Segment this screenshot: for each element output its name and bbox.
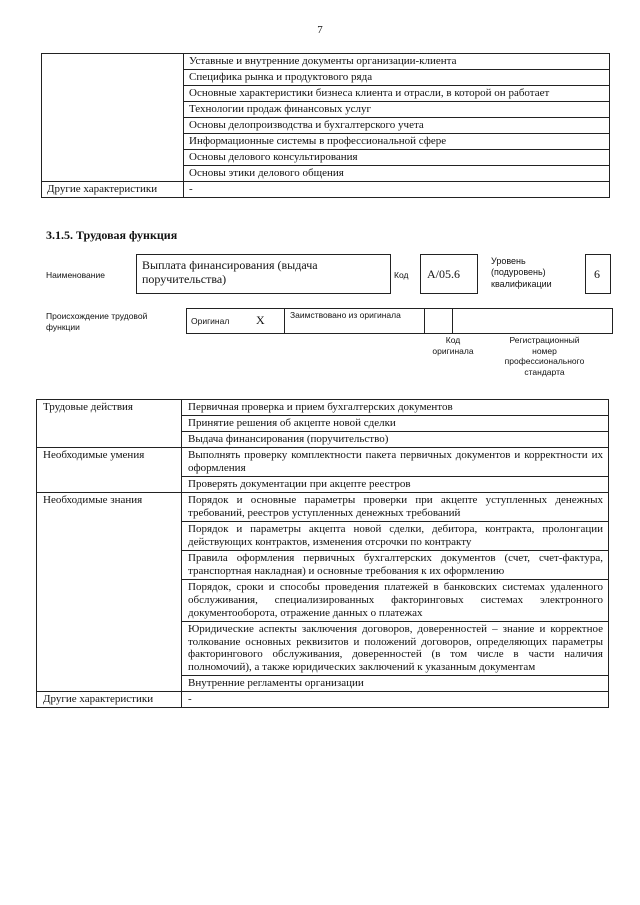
level-label: Уровень (подуровень) квалификации [491, 256, 552, 289]
table-row [37, 492, 609, 521]
knowledge-item: Специфика рынка и продуктового ряда [184, 69, 610, 85]
name-label: Наименование [46, 270, 105, 280]
qualification-level: 6 [594, 267, 600, 281]
divider [452, 308, 453, 333]
table-row [37, 692, 609, 708]
top-knowledge-table [41, 53, 610, 198]
function-name: Выплата финансирования (выдача поручительства) [142, 258, 318, 287]
knowledge-item: Порядок и параметры акцепта новой сделки, дебитора, контракта, пролонгации действующих контрактов, изменения отсрочки по контракту [182, 521, 609, 550]
code-label: Код [394, 270, 409, 280]
action-item: Первичная проверка и прием бухгалтерских документов [182, 400, 609, 416]
divider [424, 308, 425, 333]
action-item: Выдача финансирования (поручительство) [182, 431, 609, 447]
function-code: A/05.6 [427, 267, 460, 281]
knowledge-item: Порядок и основные параметры проверки при акцепте уступленных денежных требований, реестров уступленных денежных требований [182, 492, 609, 521]
knowledge-item: Порядок, сроки и способы проведения платежей в банковских системах удаленного обслуживания, специализированных факторинговых системах электронного документооборота, отражение данных о платежах [182, 579, 609, 621]
actions-label: Трудовые действия [37, 400, 182, 448]
knowledge-item: Основы этики делового общения [184, 165, 610, 181]
table-row [42, 54, 610, 70]
knowledge-item: Уставные и внутренние документы организации-клиента [184, 54, 610, 70]
name-value-box [136, 254, 391, 294]
other-characteristics-label: Другие характеристики [42, 181, 184, 197]
skill-item: Проверять документации при акцепте реестров [182, 476, 609, 492]
empty-label-cell [42, 54, 184, 182]
knowledge-item: Юридические аспекты заключения договоров, доверенностей – знание и корректное толкование основных реквизитов и положений договоров, определяющих параметры факторингового обслуживания, доверенностей (в том числе в части наличия полномочий), а также юридических заключений к указанным документам [182, 621, 609, 676]
divider [284, 308, 285, 333]
page-number: 7 [317, 24, 323, 36]
knowledge-label: Необходимые знания [37, 492, 182, 692]
borrowed-label: Заимствовано из оригинала [290, 310, 401, 320]
table-row [37, 447, 609, 476]
knowledge-item: Основы делопроизводства и бухгалтерского учета [184, 117, 610, 133]
code-value-box [420, 254, 478, 294]
knowledge-item: Внутренние регламенты организации [182, 676, 609, 692]
origin-label: Происхождение трудовой функции [46, 311, 148, 332]
section-heading: 3.1.5. Трудовая функция [46, 228, 178, 242]
labor-function-table [36, 399, 609, 708]
other-characteristics-value: - [182, 692, 609, 708]
knowledge-item: Информационные системы в профессиональной сфере [184, 133, 610, 149]
reg-number-caption: Регистрационный номер профессионального стандарта [504, 335, 585, 377]
other-characteristics-label: Другие характеристики [37, 692, 182, 708]
skills-label: Необходимые умения [37, 447, 182, 492]
other-characteristics-value: - [184, 181, 610, 197]
original-label: Оригинал [191, 316, 230, 326]
knowledge-item: Основные характеристики бизнеса клиента и отрасли, в которой он работает [184, 85, 610, 101]
level-value-box [585, 254, 611, 294]
skill-item: Выполнять проверку комплектности пакета первичных документов и корректности их оформления [182, 447, 609, 476]
table-row [42, 181, 610, 197]
action-item: Принятие решения об акцепте новой сделки [182, 415, 609, 431]
knowledge-item: Правила оформления первичных бухгалтерских документов (счет, счет-фактура, транспортная накладная) и основные требования к их оформлению [182, 550, 609, 579]
code-caption: Код оригинала [432, 335, 474, 356]
original-mark: X [256, 313, 265, 327]
table-row [37, 400, 609, 416]
knowledge-item: Основы делового консультирования [184, 149, 610, 165]
knowledge-item: Технологии продаж финансовых услуг [184, 101, 610, 117]
